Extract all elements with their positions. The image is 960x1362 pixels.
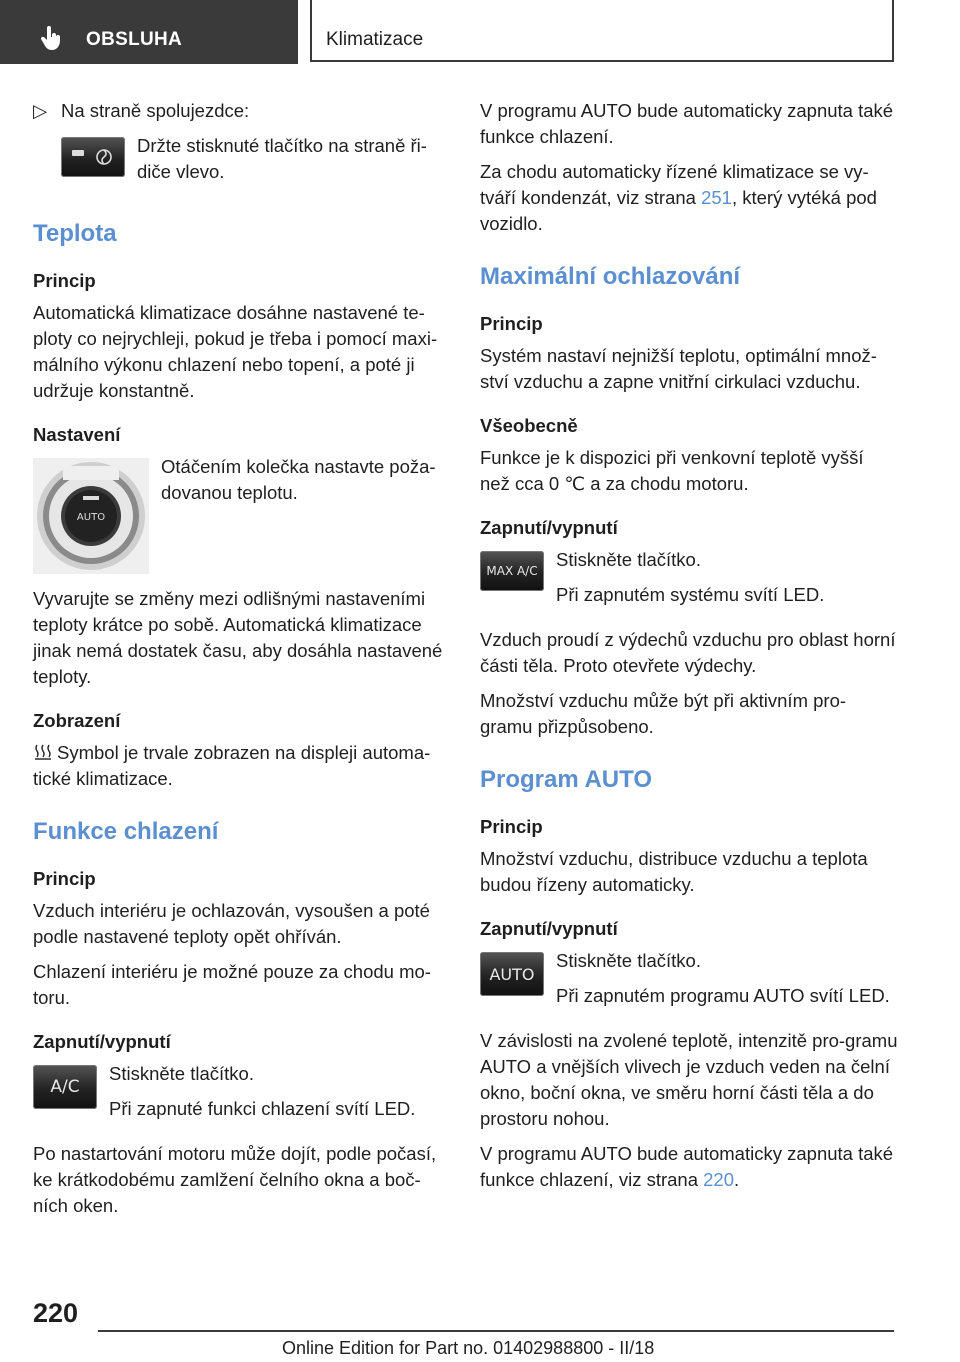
fan-button-figure bbox=[61, 137, 125, 177]
footer-divider bbox=[98, 1330, 894, 1332]
bullet-marker: ▷ bbox=[33, 100, 48, 121]
max-ac-button-icon: MAX A/C bbox=[480, 551, 544, 591]
right-column bbox=[480, 98, 898, 1202]
ac-button-icon: A/C bbox=[33, 1065, 97, 1109]
max-ac-block bbox=[480, 547, 898, 617]
paragraph: Při zapnuté funkci chlazení svítí LED. bbox=[109, 1098, 416, 1119]
subheading-vseobecne: Všeobecně bbox=[480, 415, 578, 436]
dial-label: AUTO bbox=[76, 512, 106, 523]
bullet-item: ▷ Na straně spolujezdce: bbox=[33, 98, 451, 124]
auto-block bbox=[480, 948, 898, 1018]
dial-figure bbox=[33, 458, 149, 574]
bullet-sub-text: Držte stisknuté tlačítko na straně ři-diče vlevo. bbox=[137, 135, 427, 182]
page-link-251[interactable]: 251 bbox=[701, 187, 732, 208]
subheading-nastaveni: Nastavení bbox=[33, 424, 121, 445]
paragraph: Otáčením kolečka nastavte poža-dovanou teplotu. bbox=[161, 456, 436, 503]
paragraph: Po nastartování motoru může dojít, podle počasí, ke krátkodobému zamlžení čelního okna a boč-ních oken. bbox=[33, 1143, 437, 1216]
paragraph: Funkce je k dispozici při venkovní teplotě vyšší než cca 0 ℃ a za chodu motoru. bbox=[480, 447, 864, 494]
subheading-princip: Princip bbox=[480, 313, 543, 334]
paragraph: Vzduch interiéru je ochlazován, vysoušen a poté podle nastavené teploty opět ohříván. bbox=[33, 900, 430, 947]
paragraph: Chlazení interiéru je možné pouze za chodu mo-toru. bbox=[33, 961, 431, 1008]
subheading-princip: Princip bbox=[480, 816, 543, 837]
paragraph: Stiskněte tlačítko. bbox=[109, 1063, 254, 1084]
heading-maximalni-ochlazovani: Maximální ochlazování bbox=[480, 263, 741, 290]
fan-button-icon bbox=[61, 137, 125, 177]
nastaveni-block bbox=[33, 454, 451, 578]
auto-button-icon: AUTO bbox=[480, 952, 544, 996]
paragraph: Systém nastaví nejnižší teplotu, optimální množ-ství vzduchu a zapne vnitřní cirkulaci vzduchu. bbox=[480, 345, 877, 392]
paragraph: Stiskněte tlačítko. bbox=[556, 549, 701, 570]
hand-icon bbox=[40, 26, 64, 52]
subheading-zapnuti: Zapnutí/vypnutí bbox=[480, 517, 618, 538]
heading-program-auto: Program AUTO bbox=[480, 766, 653, 793]
paragraph: Stiskněte tlačítko. bbox=[556, 950, 701, 971]
subheading-princip: Princip bbox=[33, 270, 96, 291]
heat-waves-icon bbox=[33, 743, 53, 761]
left-column bbox=[33, 98, 451, 1228]
ac-block bbox=[33, 1061, 451, 1131]
paragraph: Množství vzduchu může být při aktivním pro-gramu přizpůsobeno. bbox=[480, 690, 847, 737]
subheading-princip: Princip bbox=[33, 868, 96, 889]
ac-button-figure bbox=[33, 1065, 97, 1109]
page-number: 220 bbox=[33, 1298, 79, 1328]
paragraph: Při zapnutém programu AUTO svítí LED. bbox=[556, 985, 890, 1006]
section-label: OBSLUHA bbox=[86, 29, 183, 50]
heading-funkce-chlazeni: Funkce chlazení bbox=[33, 818, 219, 845]
subheading-zobrazeni: Zobrazení bbox=[33, 710, 121, 731]
section-tab bbox=[0, 0, 298, 64]
heading-teplota: Teplota bbox=[33, 220, 117, 247]
temperature-dial-icon bbox=[33, 458, 149, 574]
edition-footer: Online Edition for Part no. 01402988800 - II/18 bbox=[282, 1338, 655, 1358]
page-link-220[interactable]: 220 bbox=[703, 1169, 735, 1190]
subheading-zapnuti: Zapnutí/vypnutí bbox=[33, 1031, 171, 1052]
paragraph: Symbol je trvale zobrazen na displeji automa-tické klimatizace. bbox=[33, 742, 431, 789]
paragraph: V programu AUTO bude automaticky zapnuta také funkce chlazení. bbox=[480, 100, 894, 147]
paragraph: Vyvarujte se změny mezi odlišnými nastaveními teploty krátce po sobě. Automatická klimatizace jinak nemá dostatek času, aby dosáhla nastavené teploty. bbox=[33, 588, 443, 687]
paragraph: V programu AUTO bude automaticky zapnuta také funkce chlazení, viz strana 220. bbox=[480, 1143, 894, 1190]
chapter-title: Klimatizace bbox=[326, 29, 424, 50]
auto-button-figure bbox=[480, 952, 544, 996]
bullet-sub bbox=[33, 133, 451, 194]
paragraph: V závislosti na zvolené teplotě, intenzitě pro-gramu AUTO a vnějších vlivech je vzduch veden na čelní okno, boční okna, ve směru horní části těla a do prostoru nohou. bbox=[480, 1030, 898, 1129]
subheading-zapnuti: Zapnutí/vypnutí bbox=[480, 918, 618, 939]
paragraph: Množství vzduchu, distribuce vzduchu a teplota budou řízeny automaticky. bbox=[480, 848, 868, 895]
chapter-header bbox=[310, 0, 894, 62]
max-ac-button-figure bbox=[480, 551, 544, 591]
paragraph: Při zapnutém systému svítí LED. bbox=[556, 584, 825, 605]
paragraph: Vzduch proudí z výdechů vzduchu pro oblast horní části těla. Proto otevřete výdechy. bbox=[480, 629, 896, 676]
paragraph: Za chodu automaticky řízené klimatizace se vy-tváří kondenzát, viz strana 251, který vytéká pod vozidlo. bbox=[480, 161, 877, 234]
paragraph: Automatická klimatizace dosáhne nastavené te-ploty co nejrychleji, pokud je třeba i pomocí maxi-málního výkonu chlazení nebo topení, a poté ji udržuje konstantně. bbox=[33, 302, 438, 401]
